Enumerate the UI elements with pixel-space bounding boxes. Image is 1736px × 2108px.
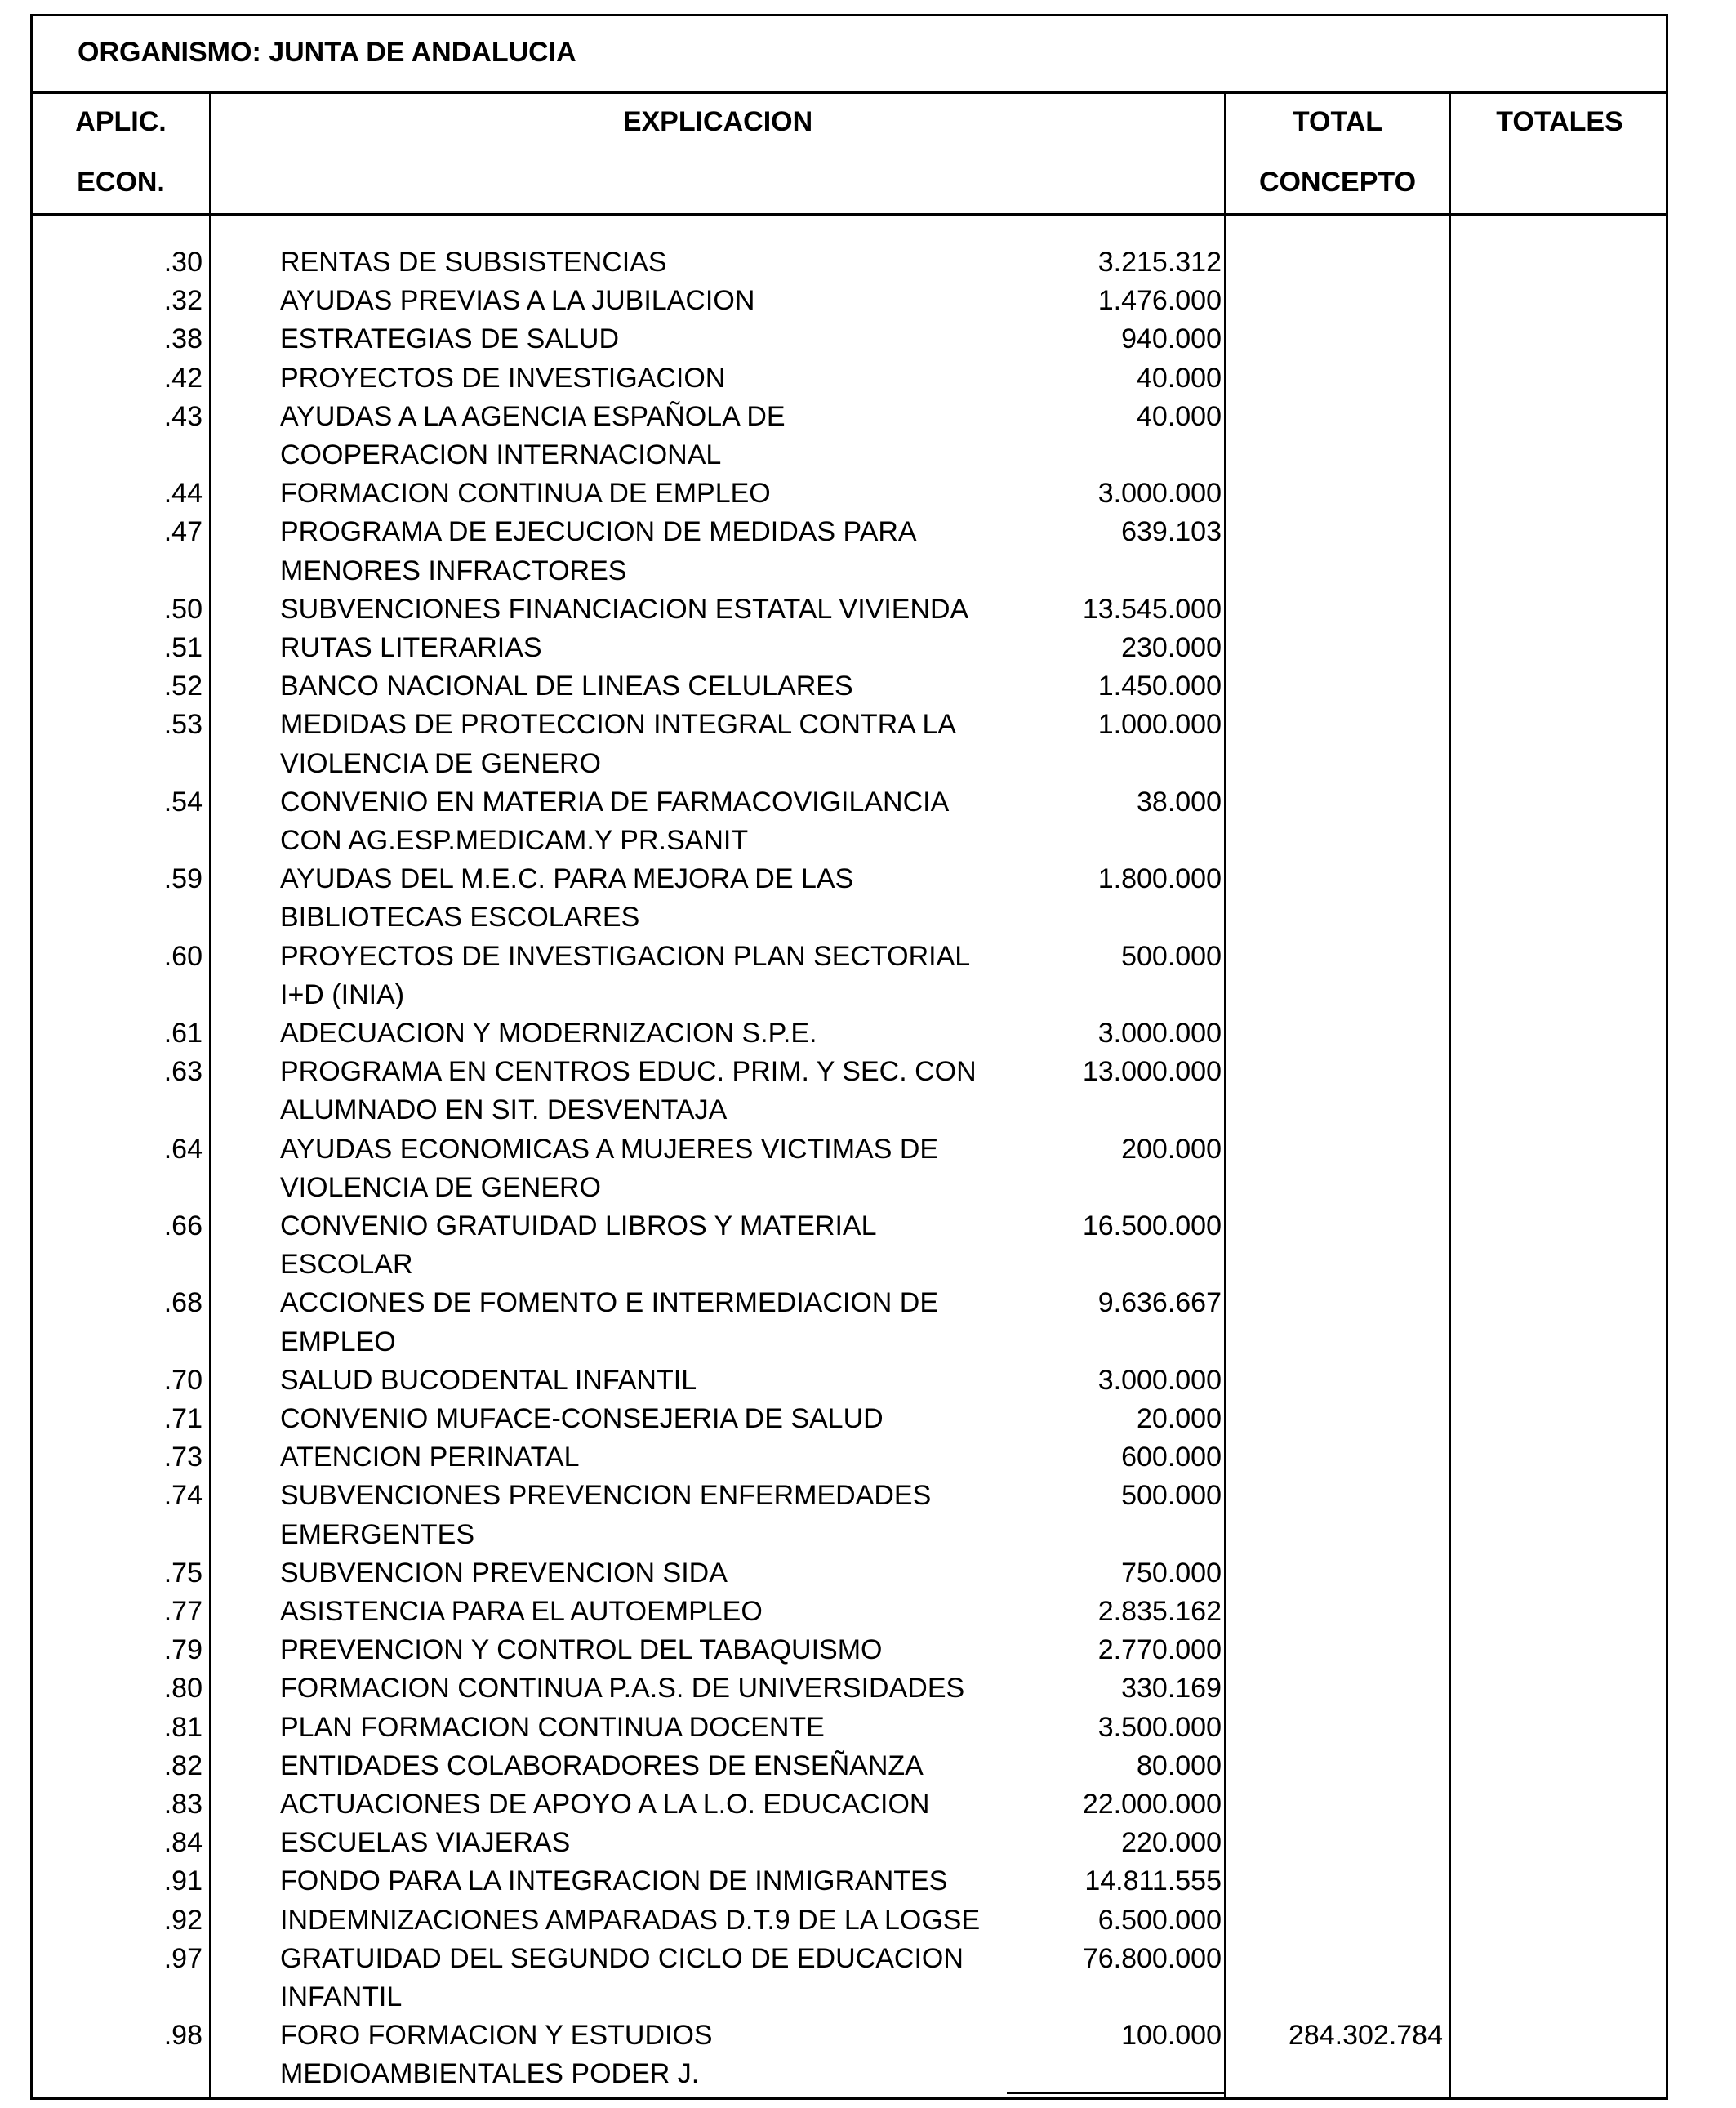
table-row [0, 1053, 1736, 1126]
header-top-rule [30, 91, 1668, 94]
aplic-code: .80 [163, 1673, 203, 1705]
amount-value: 14.811.555 [1084, 1865, 1222, 1897]
explicacion-text: FONDO PARA LA INTEGRACION DE INMIGRANTES [280, 1865, 948, 1897]
table-row [0, 359, 1736, 398]
header-bottom-rule [30, 213, 1668, 216]
aplic-code: .98 [163, 2020, 203, 2052]
aplic-code: .82 [163, 1749, 203, 1781]
aplic-code: .77 [163, 1596, 203, 1627]
table-row [0, 783, 1736, 856]
amount-value: 16.500.000 [1082, 1210, 1222, 1241]
explicacion-text: AYUDAS PREVIAS A LA JUBILACION [280, 285, 755, 317]
table-row [0, 475, 1736, 513]
explicacion-text: MEDIOAMBIENTALES PODER J. [280, 2058, 700, 2090]
aplic-code: .91 [163, 1865, 203, 1897]
header-aplic: APLIC. [75, 106, 167, 137]
table-row [0, 860, 1736, 934]
amount-value: 3.000.000 [1097, 1364, 1222, 1396]
aplic-code: .64 [163, 1133, 203, 1165]
amount-value: 230.000 [1121, 632, 1222, 663]
explicacion-text: PROYECTOS DE INVESTIGACION PLAN SECTORIAL [280, 940, 971, 972]
aplic-code: .84 [163, 1827, 203, 1859]
amount-value: 80.000 [1137, 1749, 1222, 1781]
header-explicacion: EXPLICACION [622, 106, 813, 137]
amount-value: 600.000 [1121, 1442, 1222, 1473]
explicacion-text: ADECUACION Y MODERNIZACION S.P.E. [280, 1018, 817, 1049]
explicacion-text: ENTIDADES COLABORADORES DE ENSEÑANZA [280, 1749, 924, 1781]
table-row [0, 243, 1736, 282]
explicacion-text: VIOLENCIA DE GENERO [280, 747, 601, 779]
aplic-code: .83 [163, 1789, 203, 1820]
explicacion-text: GRATUIDAD DEL SEGUNDO CICLO DE EDUCACION [280, 1942, 964, 1974]
table-row [0, 1593, 1736, 1631]
table-row [0, 591, 1736, 629]
table-row [0, 1940, 1736, 2012]
aplic-code: .32 [163, 285, 203, 317]
explicacion-text: ACCIONES DE FOMENTO E INTERMEDIACION DE [280, 1287, 939, 1319]
aplic-code: .59 [163, 863, 203, 895]
table-row [0, 1014, 1736, 1053]
table-row [0, 1477, 1736, 1550]
amount-value: 1.450.000 [1097, 671, 1222, 702]
amount-value: 940.000 [1121, 323, 1222, 355]
amount-value: 500.000 [1121, 1480, 1222, 1512]
amount-value: 22.000.000 [1082, 1789, 1222, 1820]
aplic-code: .68 [163, 1287, 203, 1319]
explicacion-text: VIOLENCIA DE GENERO [280, 1171, 601, 1203]
amount-value: 9.636.667 [1097, 1287, 1222, 1319]
table-row [0, 398, 1736, 470]
explicacion-text: INFANTIL [280, 1981, 403, 2012]
aplic-code: .42 [163, 362, 203, 394]
table-row [0, 1747, 1736, 1785]
amount-underline [1007, 2092, 1225, 2094]
amount-value: 3.000.000 [1097, 1018, 1222, 1049]
explicacion-text: CONVENIO EN MATERIA DE FARMACOVIGILANCIA [280, 786, 950, 818]
explicacion-text: CONVENIO GRATUIDAD LIBROS Y MATERIAL [280, 1210, 877, 1241]
header-econ: ECON. [77, 167, 165, 198]
aplic-code: .73 [163, 1442, 203, 1473]
table-row [0, 1785, 1736, 1824]
table-row [0, 1130, 1736, 1203]
amount-value: 1.800.000 [1097, 863, 1222, 895]
aplic-code: .43 [163, 400, 203, 432]
table-row [0, 1400, 1736, 1438]
amount-value: 40.000 [1137, 400, 1222, 432]
organismo-title: ORGANISMO: JUNTA DE ANDALUCIA [78, 37, 576, 68]
aplic-code: .60 [163, 940, 203, 972]
explicacion-text: PLAN FORMACION CONTINUA DOCENTE [280, 1711, 825, 1743]
aplic-code: .63 [163, 1056, 203, 1088]
amount-value: 3.215.312 [1097, 247, 1222, 278]
amount-value: 76.800.000 [1082, 1942, 1222, 1974]
table-row [0, 2017, 1736, 2090]
explicacion-text: ESCUELAS VIAJERAS [280, 1827, 571, 1859]
explicacion-text: RUTAS LITERARIAS [280, 632, 542, 663]
table-row [0, 1362, 1736, 1400]
table-row [0, 1207, 1736, 1281]
explicacion-text: AYUDAS ECONOMICAS A MUJERES VICTIMAS DE [280, 1133, 939, 1165]
explicacion-text: SUBVENCION PREVENCION SIDA [280, 1557, 728, 1589]
aplic-code: .75 [163, 1557, 203, 1589]
explicacion-text: CONVENIO MUFACE-CONSEJERIA DE SALUD [280, 1403, 884, 1434]
explicacion-text: INDEMNIZACIONES AMPARADAS D.T.9 DE LA LOGSE [280, 1904, 981, 1936]
header-totales: TOTALES [1496, 106, 1623, 137]
aplic-code: .71 [163, 1403, 203, 1434]
table-row [0, 1862, 1736, 1901]
explicacion-text: PREVENCION Y CONTROL DEL TABAQUISMO [280, 1634, 883, 1666]
explicacion-text: ALUMNADO EN SIT. DESVENTAJA [280, 1094, 728, 1126]
explicacion-text: MEDIDAS DE PROTECCION INTEGRAL CONTRA LA [280, 709, 957, 741]
table-row [0, 1284, 1736, 1357]
total-concepto-value: 284.302.784 [1288, 2020, 1443, 2052]
explicacion-text: ATENCION PERINATAL [280, 1442, 580, 1473]
explicacion-text: EMPLEO [280, 1326, 396, 1357]
amount-value: 1.000.000 [1097, 709, 1222, 741]
explicacion-text: SUBVENCIONES FINANCIACION ESTATAL VIVIENDA [280, 593, 969, 625]
aplic-code: .74 [163, 1480, 203, 1512]
table-row [0, 706, 1736, 779]
amount-value: 750.000 [1121, 1557, 1222, 1589]
explicacion-text: EMERGENTES [280, 1518, 475, 1550]
explicacion-text: PROGRAMA EN CENTROS EDUC. PRIM. Y SEC. CON [280, 1056, 977, 1088]
header-total: TOTAL [1292, 106, 1383, 137]
amount-value: 220.000 [1121, 1827, 1222, 1859]
explicacion-text: FORMACION CONTINUA DE EMPLEO [280, 478, 771, 510]
explicacion-text: I+D (INIA) [280, 978, 405, 1010]
table-row [0, 629, 1736, 667]
amount-value: 3.500.000 [1097, 1711, 1222, 1743]
aplic-code: .51 [163, 632, 203, 663]
explicacion-text: BANCO NACIONAL DE LINEAS CELULARES [280, 671, 853, 702]
table-row [0, 320, 1736, 359]
explicacion-text: BIBLIOTECAS ESCOLARES [280, 902, 640, 934]
table-row [0, 1631, 1736, 1669]
aplic-code: .66 [163, 1210, 203, 1241]
amount-value: 200.000 [1121, 1133, 1222, 1165]
amount-value: 1.476.000 [1097, 285, 1222, 317]
aplic-code: .92 [163, 1904, 203, 1936]
table-row [0, 1669, 1736, 1708]
table-row [0, 1824, 1736, 1862]
aplic-code: .61 [163, 1018, 203, 1049]
explicacion-text: MENORES INFRACTORES [280, 555, 627, 586]
aplic-code: .47 [163, 516, 203, 548]
explicacion-text: PROYECTOS DE INVESTIGACION [280, 362, 726, 394]
explicacion-text: CON AG.ESP.MEDICAM.Y PR.SANIT [280, 824, 749, 856]
amount-value: 500.000 [1121, 940, 1222, 972]
explicacion-text: PROGRAMA DE EJECUCION DE MEDIDAS PARA [280, 516, 917, 548]
amount-value: 6.500.000 [1097, 1904, 1222, 1936]
explicacion-text: SUBVENCIONES PREVENCION ENFERMEDADES [280, 1480, 932, 1512]
aplic-code: .81 [163, 1711, 203, 1743]
amount-value: 13.545.000 [1082, 593, 1222, 625]
explicacion-text: FORMACION CONTINUA P.A.S. DE UNIVERSIDADES [280, 1673, 965, 1705]
explicacion-text: ASISTENCIA PARA EL AUTOEMPLEO [280, 1596, 763, 1627]
aplic-code: .38 [163, 323, 203, 355]
table-row [0, 938, 1736, 1010]
amount-value: 639.103 [1121, 516, 1222, 548]
amount-value: 100.000 [1121, 2020, 1222, 2052]
explicacion-text: AYUDAS DEL M.E.C. PARA MEJORA DE LAS [280, 863, 854, 895]
table-row [0, 667, 1736, 706]
explicacion-text: RENTAS DE SUBSISTENCIAS [280, 247, 667, 278]
table-row [0, 1901, 1736, 1940]
table-row [0, 1554, 1736, 1593]
explicacion-text: FORO FORMACION Y ESTUDIOS [280, 2020, 713, 2052]
explicacion-text: AYUDAS A LA AGENCIA ESPAÑOLA DE [280, 400, 786, 432]
amount-value: 20.000 [1137, 1403, 1222, 1434]
table-row [0, 513, 1736, 586]
table-row [0, 1709, 1736, 1747]
aplic-code: .50 [163, 593, 203, 625]
explicacion-text: ESTRATEGIAS DE SALUD [280, 323, 620, 355]
aplic-code: .53 [163, 709, 203, 741]
table-row [0, 1438, 1736, 1477]
table-row [0, 282, 1736, 320]
amount-value: 40.000 [1137, 362, 1222, 394]
amount-value: 2.770.000 [1097, 1634, 1222, 1666]
amount-value: 3.000.000 [1097, 478, 1222, 510]
header-concepto: CONCEPTO [1258, 167, 1417, 198]
amount-value: 2.835.162 [1097, 1596, 1222, 1627]
explicacion-text: ACTUACIONES DE APOYO A LA L.O. EDUCACION [280, 1789, 930, 1820]
amount-value: 330.169 [1121, 1673, 1222, 1705]
explicacion-text: ESCOLAR [280, 1249, 413, 1281]
amount-value: 13.000.000 [1082, 1056, 1222, 1088]
aplic-code: .44 [163, 478, 203, 510]
explicacion-text: COOPERACION INTERNACIONAL [280, 439, 722, 470]
amount-value: 38.000 [1137, 786, 1222, 818]
aplic-code: .30 [163, 247, 203, 278]
explicacion-text: SALUD BUCODENTAL INFANTIL [280, 1364, 697, 1396]
aplic-code: .97 [163, 1942, 203, 1974]
aplic-code: .79 [163, 1634, 203, 1666]
aplic-code: .70 [163, 1364, 203, 1396]
aplic-code: .54 [163, 786, 203, 818]
aplic-code: .52 [163, 671, 203, 702]
